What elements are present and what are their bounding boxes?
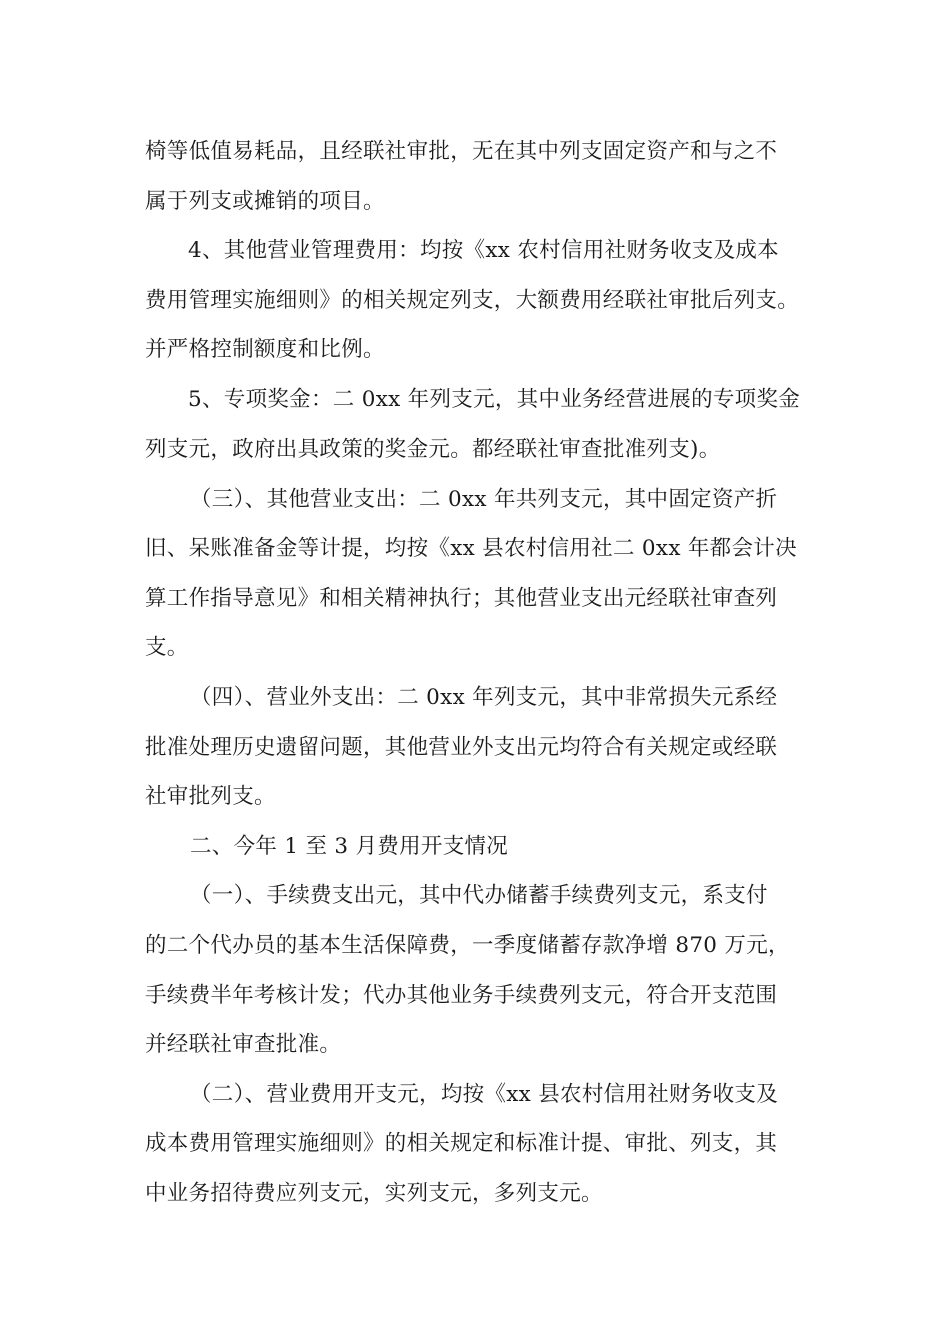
text-line: （二）、营业费用开支元，均按《xx 县农村信用社财务收支及 bbox=[190, 1082, 779, 1107]
text-line: 中业务招待费应列支元，实列支元，多列支元。 bbox=[145, 1181, 603, 1206]
text-line: 算工作指导意见》和相关精神执行；其他营业支出元经联社审查列 bbox=[145, 586, 778, 611]
text-line: 旧、呆账准备金等计提，均按《xx 县农村信用社二 0xx 年都会计决 bbox=[145, 536, 797, 561]
text-line: 支。 bbox=[145, 635, 189, 660]
text-line: 费用管理实施细则》的相关规定列支，大额费用经联社审批后列支。 bbox=[145, 288, 800, 313]
text-line: （三）、其他营业支出：二 0xx 年共列支元，其中固定资产折 bbox=[190, 487, 778, 512]
text-line: 并经联社审查批准。 bbox=[145, 1032, 342, 1057]
text-line: 4、其他营业管理费用：均按《xx 农村信用社财务收支及成本 bbox=[188, 238, 779, 263]
text-line: 手续费半年考核计发；代办其他业务手续费列支元，符合开支范围 bbox=[145, 983, 778, 1008]
text-line: 椅等低值易耗品，且经联社审批，无在其中列支固定资产和与之不 bbox=[145, 139, 778, 164]
text-line: 社审批列支。 bbox=[145, 784, 276, 809]
text-line: 成本费用管理实施细则》的相关规定和标准计提、审批、列支，其 bbox=[145, 1131, 778, 1156]
text-line: 列支元，政府出具政策的奖金元。都经联社审查批准列支)。 bbox=[145, 437, 721, 462]
text-line: 批准处理历史遗留问题，其他营业外支出元均符合有关规定或经联 bbox=[145, 735, 778, 760]
text-line: 属于列支或摊销的项目。 bbox=[145, 189, 385, 214]
section-heading: 二、今年 1 至 3 月费用开支情况 bbox=[190, 834, 509, 859]
text-line: 5、专项奖金：二 0xx 年列支元，其中业务经营进展的专项奖金 bbox=[188, 387, 801, 412]
text-line: （四）、营业外支出：二 0xx 年列支元，其中非常损失元系经 bbox=[190, 685, 778, 710]
text-line: 的二个代办员的基本生活保障费，一季度储蓄存款净增 870 万元， bbox=[145, 933, 790, 958]
text-line: 并严格控制额度和比例。 bbox=[145, 337, 385, 362]
text-line: （一）、手续费支出元，其中代办储蓄手续费列支元，系支付 bbox=[190, 883, 768, 908]
